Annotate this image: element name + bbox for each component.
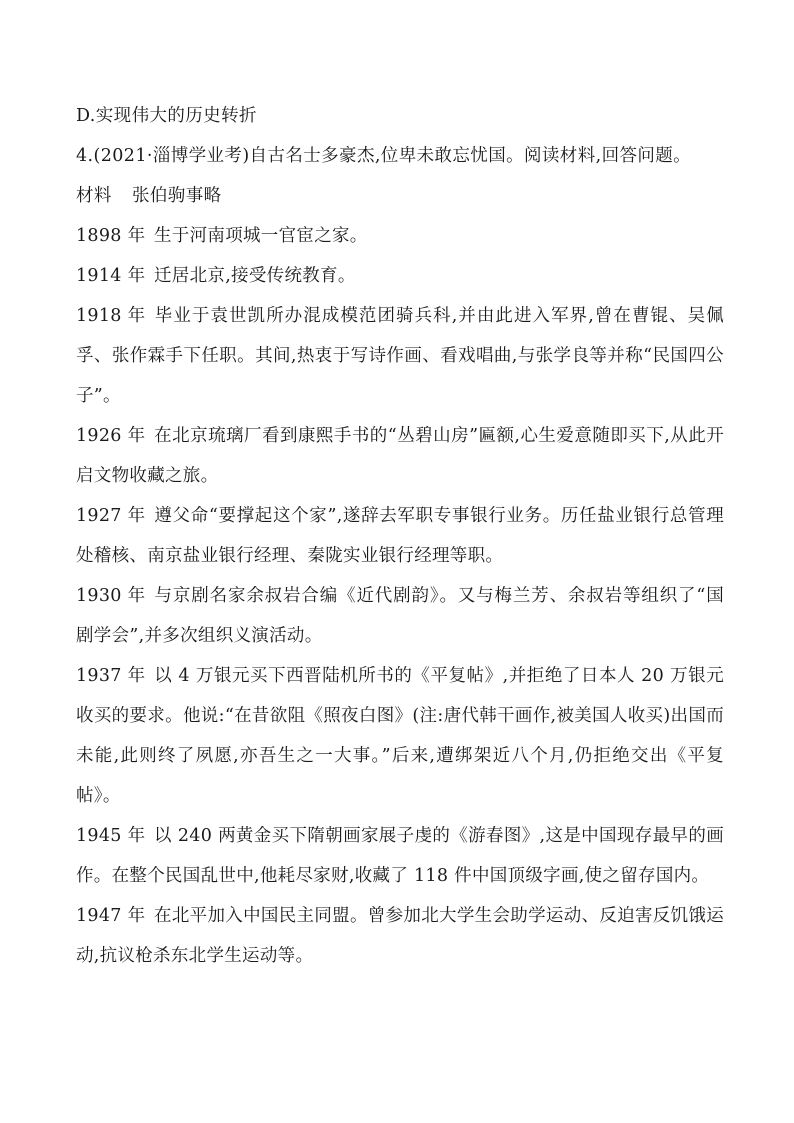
material-heading [76,176,724,216]
entry-text: 与京剧名家余叔岩合编《近代剧韵》。又与梅兰芳、余叔岩等组织了“国剧学会”,并多次组织义演活动。 [76,586,724,646]
entry-year: 1945 年 [76,826,146,846]
question-stem: 4.(2021·淄博学业考)自古名士多豪杰,位卑未敢忘忧国。阅读材料,回答问题。 [76,146,692,166]
entry-1898 [76,216,724,256]
entry-year: 1926 年 [76,426,146,446]
entry-text: 在北平加入中国民主同盟。曾参加北大学生会助学运动、反迫害反饥饿运动,抗议枪杀东北学生运动等。 [76,906,724,966]
material-label: 材料 [76,186,112,206]
entry-year: 1914 年 [76,266,146,286]
entry-text: 在北京琉璃厂看到康熙手书的“丛碧山房”匾额,心生爱意随即买下,从此开启文物收藏之旅。 [76,426,724,486]
entry-1947 [76,896,724,976]
entry-year: 1898 年 [76,226,146,246]
entry-text: 毕业于袁世凯所办混成模范团骑兵科,并由此进入军界,曾在曹锟、吴佩孚、张作霖手下任职。其间,热衷于写诗作画、看戏唱曲,与张学良等并称“民国四公子”。 [76,306,724,406]
entry-1926 [76,416,724,496]
option-d: D.实现伟大的历史转折 [76,106,257,126]
entry-year: 1927 年 [76,506,146,526]
entry-year: 1930 年 [76,586,146,606]
entry-1930 [76,576,724,656]
entry-text: 迁居北京,接受传统教育。 [154,266,356,286]
entry-1918 [76,296,724,416]
entry-1945 [76,816,724,896]
material-title: 张伯驹事略 [132,186,222,206]
entry-year: 1918 年 [76,306,146,326]
document-page [76,96,724,976]
entry-1937 [76,656,724,816]
entry-1914 [76,256,724,296]
entry-year: 1937 年 [76,666,146,686]
entry-text: 遵父命“要撑起这个家”,遂辞去军职专事银行业务。历任盐业银行总管理处稽核、南京盐业银行经理、秦陇实业银行经理等职。 [76,506,724,566]
entry-text: 以 240 两黄金买下隋朝画家展子虔的《游春图》,这是中国现存最早的画作。在整个民国乱世中,他耗尽家财,收藏了 118 件中国顶级字画,使之留存国内。 [76,826,724,886]
entry-text: 以 4 万银元买下西晋陆机所书的《平复帖》,并拒绝了日本人 20 万银元收买的要求。他说:“在昔欲阻《照夜白图》(注:唐代韩干画作,被美国人收买)出国而未能,此则终了夙愿,亦吾生之一大事。”后来,遭绑架近八个月,仍拒绝交出《平复帖》。 [76,666,724,806]
entry-1927 [76,496,724,576]
entry-text: 生于河南项城一官宦之家。 [154,226,368,246]
entry-year: 1947 年 [76,906,146,926]
